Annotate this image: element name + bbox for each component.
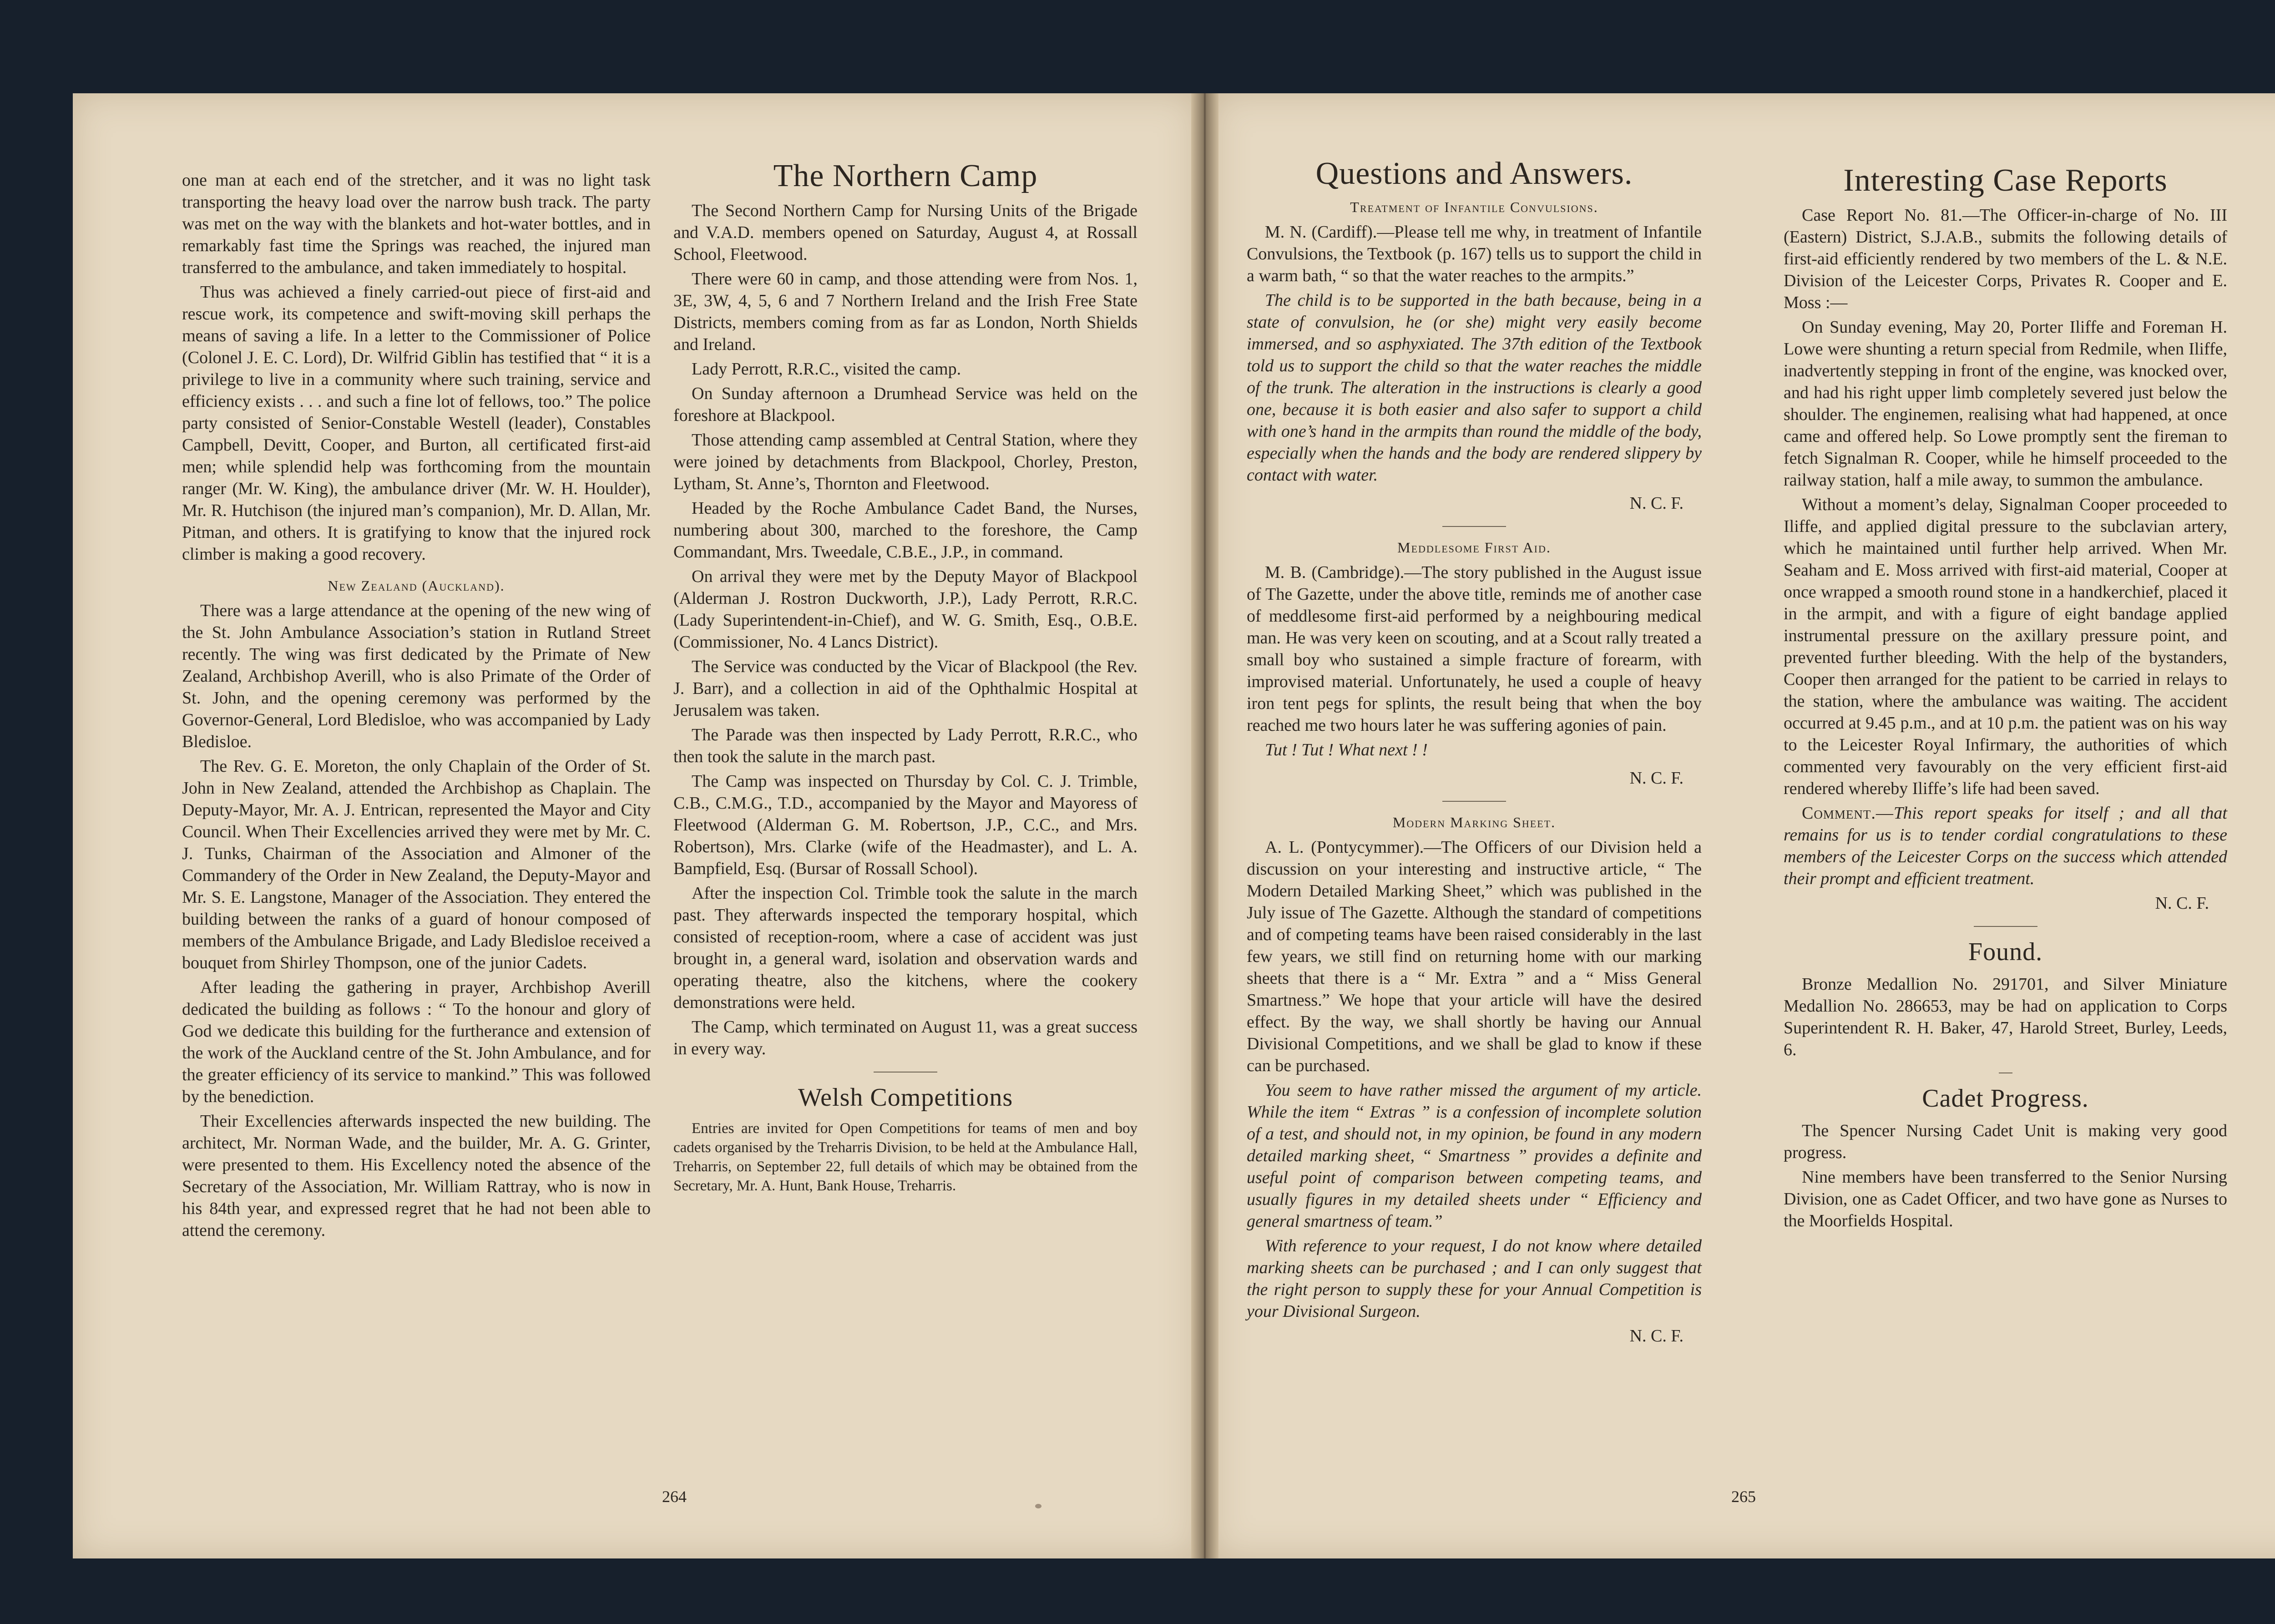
article-title: Welsh Competitions: [798, 1083, 1013, 1112]
comment-label: Comment.—: [1802, 804, 1894, 823]
page-number: 264: [662, 1487, 687, 1506]
paragraph: On arrival they were met by the Deputy Mayor of Blackpool (Alderman J. Rostron Duckworth, J.P.), Lady Perrott, R.R.C. (Lady Superintendent-in-Chief), and W. G. Smith, Esq., O.B.E. (Commissioner, No. 4 Lancs District).: [673, 567, 1138, 652]
paragraph: Case Report No. 81.—The Officer-in-charge of No. III (Eastern) District, S.J.A.B., submits the following details of first-aid efficiently rendered by two members of the L. & N.E. Division of the Leicester Corps, Privates R. Cooper and E. Moss :—: [1784, 206, 2227, 312]
section-heading: New Zealand (Auckland).: [328, 577, 505, 594]
signature: N. C. F.: [1629, 769, 1684, 788]
paragraph: Those attending camp assembled at Central Station, where they were joined by detachments from Blackpool, Chorley, Preston, Lytham, St. Anne’s, Thornton and Fleetwood.: [673, 430, 1138, 493]
article-title: Found.: [1968, 938, 2043, 966]
signature: N. C. F.: [1629, 494, 1684, 513]
paragraph: The Spencer Nursing Cadet Unit is making very good progress.: [1784, 1121, 2227, 1162]
paragraph: On Sunday afternoon a Drumhead Service was held on the foreshore at Blackpool.: [673, 384, 1138, 425]
comment-text: This report speaks for itself ; and all that remains for us is to tender cordial congratulations to these members of the Leicester Corps on the success which attended their prompt and efficient treatment.: [1784, 804, 2227, 888]
paragraph: Thus was achieved a finely carried-out piece of first-aid and rescue work, its competence and swift-moving skill perhaps the means of saving a life. In a letter to the Commissioner of Police (Colonel J. E. C. Lord), Dr. Wilfrid Giblin has testified that “ it is a privilege to live in a community where such training, service and efficiency exists . . . and such a fine lot of fellows, too.” The police party consisted of Senior-Constable Westell (leader), Constables Campbell, Devitt, Cooper, and Burton, all certificated first-aid men; while splendid help was forthcoming from the mountain ranger (Mr. W. King), the ambulance driver (Mr. W. H. Houlder), Mr. R. Hutchison (the injured man’s companion), Mr. D. Allan, Mr. Pitman, and others. It is gratifying to know that the injured rock climber is making a good recovery.: [182, 283, 651, 564]
smudge-mark: [1035, 1504, 1041, 1508]
answer: Tut ! Tut ! What next ! !: [1265, 740, 1428, 759]
article-title: Cadet Progress.: [1922, 1084, 2089, 1113]
paragraph: After leading the gathering in prayer, Archbishop Averill dedicated the building as follows : “ To the honour and glory of God we dedicate this building for the furtherance and extension of the work of the Auckland centre of the St. John Ambulance, and for the greater efficiency of its service to mankind.” This was followed by the benediction.: [182, 978, 651, 1106]
right-column-2: [1784, 162, 2227, 1234]
paragraph: There was a large attendance at the opening of the new wing of the St. John Ambulance Association’s station in Rutland Street recently. The wing was first dedicated by the Primate of New Zealand, Archbishop Averill, who is also Primate of the Order of St. John, and the opening ceremony was performed by the Governor-General, Lord Bledisloe, who was accompanied by Lady Bledisloe.: [182, 601, 651, 751]
question: M. B. (Cambridge).—The story published in the August issue of The Gazette, under the above title, reminds me of another case of meddlesome first-aid performed by a neighbouring medical man. He was very keen on scouting, and at a Scout rally treated a small boy who sustained a simple fracture of forearm, with improvised material. Unfortunately, he used a couple of heavy iron tent pegs for splints, the result being that when the boy reached me two hours later he was suffering agonies of pain.: [1247, 563, 1702, 735]
question: A. L. (Pontycymmer).—The Officers of our Division held a discussion on your interesting and instructive article, “ The Modern Detailed Marking Sheet,” which was published in the July issue of The Gazette. Although the standard of competitions and of competing teams have been raised considerably in the last few years, we still find on returning home with our marking sheets that there is a “ Mr. Extra ” and a “ Miss General Smartness.” We hope that your article will have the desired effect. By the way, we shall shortly be having our Annual Divisional Competitions, and we shall be glad to know if these can be purchased.: [1247, 838, 1702, 1075]
signature: N. C. F.: [2155, 894, 2209, 913]
paragraph: Entries are invited for Open Competitions for teams of men and boy cadets organised by the Treharris Division, to be held at the Ambulance Hall, Treharris, on September 22, full details of which may be obtained from the Secretary, Mr. A. Hunt, Bank House, Treharris.: [673, 1120, 1138, 1194]
answer: You seem to have rather missed the argument of my article. While the item “ Extras ” is a confession of incomplete solution of a test, and should not, in my opinion, be found in any modern detailed marking sheet, “ Smartness ” provides a definite and useful point of comparison between competing teams, and usually figures in my detailed sheets under “ Efficiency and general smartness of team.”: [1247, 1081, 1702, 1231]
section-heading: Treatment of Infantile Convulsions.: [1350, 199, 1598, 215]
paragraph: The Parade was then inspected by Lady Perrott, R.R.C., who then took the salute in the march past.: [673, 725, 1138, 766]
article-title: Questions and Answers.: [1315, 156, 1633, 191]
paragraph: one man at each end of the stretcher, and it was no light task transporting the heavy load over the narrow bush track. The party was met on the way with the blankets and hot-water bottles, and in remarkably fast time the Springs was reached, the injured man transferred to the ambulance, and taken immediately to hospital.: [182, 171, 651, 277]
divider: [1974, 926, 2037, 927]
signature: N. C. F.: [1629, 1326, 1684, 1346]
left-column-1: [182, 169, 651, 1244]
paragraph: The Service was conducted by the Vicar of Blackpool (the Rev. J. Barr), and a collection in aid of the Ophthalmic Hospital at Jerusalem was taken.: [673, 657, 1138, 720]
paragraph: The Second Northern Camp for Nursing Units of the Brigade and V.A.D. members opened on Saturday, August 4, at Rossall School, Fleetwood.: [673, 201, 1138, 264]
answer: With reference to your request, I do not know where detailed marking sheets can be purchased ; and I can only suggest that the right person to supply these for your Annual Competition is your Divisional Surgeon.: [1247, 1236, 1702, 1321]
paragraph: Without a moment’s delay, Signalman Cooper proceeded to Iliffe, and applied digital pressure to the subclavian artery, which he maintained until further help arrived. When Mr. Seaham and E. Moss arrived with first-aid material, Cooper at once wrapped a smooth round stone in a handkerchief, placed it in the armpit, and with a figure of eight bandage applied instrumental pressure on the axillary pressure point, and prevented further bleeding. With the help of the bystanders, Cooper then arranged for the patient to be carried in relays to the station, where the ambulance was waiting. The accident occurred at 9.45 p.m., and at 10 p.m. the patient was on his way to the Leicester Royal Infirmary, the authorities of which commented very favourably on the very efficient first-aid rendered whereby Iliffe’s life had been saved.: [1784, 495, 2227, 798]
article-title: The Northern Camp: [773, 158, 1038, 193]
paragraph: The Rev. G. E. Moreton, the only Chaplain of the Order of St. John in New Zealand, attended the Archbishop as Chaplain. The Deputy-Mayor, Mr. A. J. Entrican, represented the Mayor and City Council. When Their Excellencies arrived they were met by Mr. C. J. Tunks, Chairman of the Association and Almoner of the Commandery of the Order in New Zealand, the Deputy-Mayor and Mr. S. E. Langstone, Manager of the Association. They entered the building between the ranks of a guard of honour composed of members of the Ambulance Brigade, and Lady Bledisloe received a bouquet from Shirley Thompson, one of the junior Cadets.: [182, 757, 651, 972]
divider: [1442, 801, 1506, 802]
paragraph: Their Excellencies afterwards inspected the new building. The architect, Mr. Norman Wade, and the builder, Mr. A. G. Grinter, were presented to them. His Excellency noted the absence of the Secretary of the Association, Mr. William Rattray, who is now in his 84th year, and expressed regret that he had not been able to attend the ceremony.: [182, 1112, 651, 1240]
question: M. N. (Cardiff).—Please tell me why, in treatment of Infantile Convulsions, the Textbook (p. 167) tells us to support the child in a warm bath, “ so that the water reaches to the armpits.”: [1247, 223, 1702, 285]
section-heading: Modern Marking Sheet.: [1392, 814, 1556, 830]
paragraph: The Camp, which terminated on August 11, was a great success in every way.: [673, 1017, 1138, 1058]
left-column-2: [673, 157, 1138, 1198]
right-column-1: [1247, 155, 1702, 1351]
answer: The child is to be supported in the bath because, being in a state of convulsion, he (or she) might very easily become immersed, and so asphyxiated. The 37th edition of the Textbook told us to support the child so that the water reaches the middle of the trunk. The alteration in the instructions is clearly a good one, because it is both easier and also safer to support a child with one’s hand in the armpits than round the middle of the body, especially when the hands and the body are rendered slippery by contact with water.: [1247, 291, 1702, 485]
divider: [1442, 526, 1506, 527]
article-title: Interesting Case Reports: [1843, 163, 2168, 198]
comment: [1784, 802, 2227, 890]
paragraph: Lady Perrott, R.R.C., visited the camp.: [692, 359, 961, 379]
paragraph: Nine members have been transferred to the Senior Nursing Division, one as Cadet Officer, and two have gone as Nurses to the Moorfields Hospital.: [1784, 1168, 2227, 1230]
section-heading: Meddlesome First Aid.: [1397, 539, 1551, 556]
paragraph: On Sunday evening, May 20, Porter Iliffe and Foreman H. Lowe were shunting a return special from Redmile, when Iliffe, inadvertently stepping in front of the engine, was knocked over, and had his right upper limb completely severed just below the shoulder. The enginemen, realising what had happened, at once came and offered help. So Lowe promptly sent the fireman to fetch Signalman R. Cooper, while he himself proceeded to the railway station, half a mile away, to summon the ambulance.: [1784, 318, 2227, 490]
paragraph: Headed by the Roche Ambulance Cadet Band, the Nurses, numbering about 300, marched to the foreshore, the Camp Commandant, Mrs. Tweedale, C.B.E., J.P., in command.: [673, 499, 1138, 562]
page-number: 265: [1731, 1487, 1756, 1506]
divider: [874, 1072, 937, 1073]
paragraph: There were 60 in camp, and those attending were from Nos. 1, 3E, 3W, 4, 5, 6 and 7 Northern Ireland and the Irish Free State Districts, members coming from as far as London, North Shields and Ireland.: [673, 269, 1138, 354]
book-gutter: [1191, 93, 1218, 1558]
paragraph: After the inspection Col. Trimble took the salute in the march past. They afterwards inspected the temporary hospital, which consisted of reception-room, where a case of accident was just brought in, a general ward, isolation and observation wards and operating theatre, also the kitchens, where the cookery demonstrations were held.: [673, 884, 1138, 1012]
paragraph: The Camp was inspected on Thursday by Col. C. J. Trimble, C.B., C.M.G., T.D., accompanied by the Mayor and Mayoress of Fleetwood (Alderman G. M. Robertson, J.P., C.C., and Mrs. Robertson), Mrs. Clarke (wife of the Headmaster), and L. A. Bampfield, Esq. (Bursar of Rossall School).: [673, 772, 1138, 878]
paragraph: Bronze Medallion No. 291701, and Silver Miniature Medallion No. 286653, may be had on application to Corps Superintendent R. H. Baker, 47, Harold Street, Burley, Leeds, 6.: [1784, 975, 2227, 1059]
